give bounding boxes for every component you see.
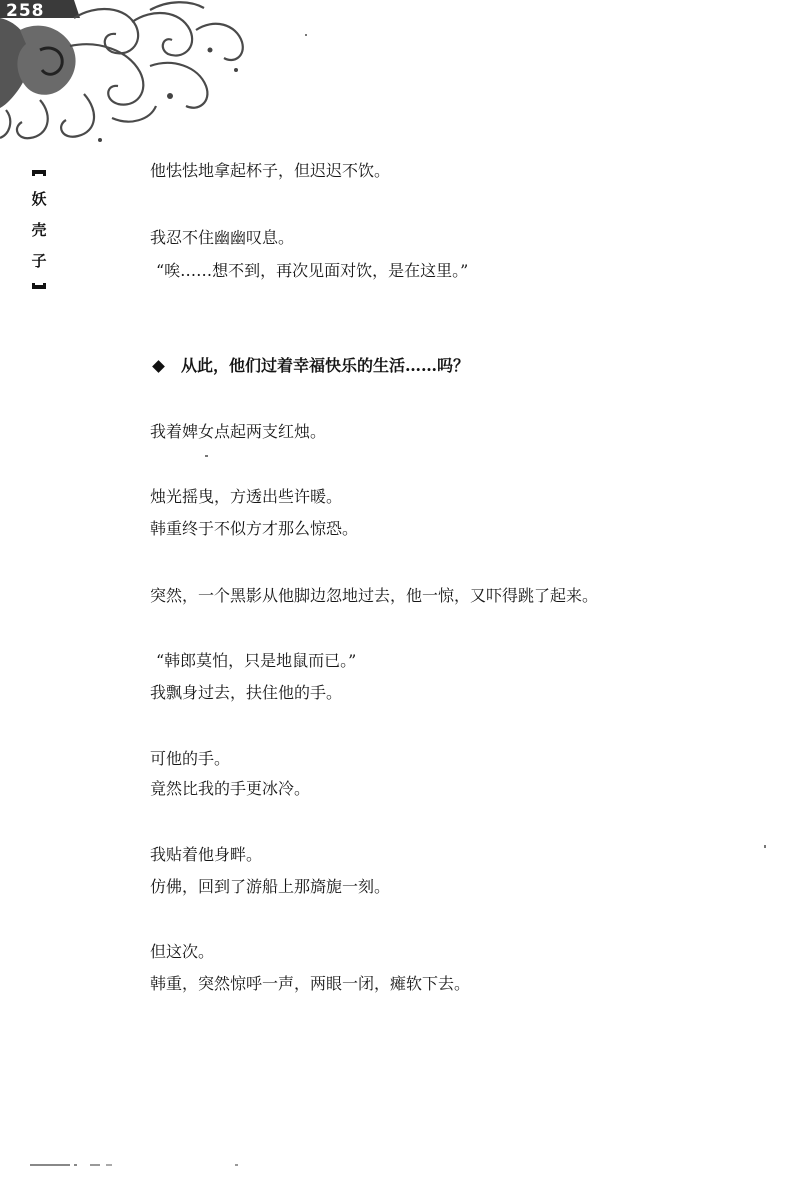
text-line: 韩重，突然惊呼一声，两眼一闭，瘫软下去。 [150,974,471,993]
footer-scan-marks [30,1162,260,1170]
text-line: “韩郎莫怕，只是地鼠而已。” [156,651,357,670]
text-line: 竟然比我的手更冰冷。 [150,779,311,798]
section-heading [150,356,469,376]
text-line: 我飘身过去，扶住他的手。 [150,683,343,702]
text-line: “唉……想不到，再次见面对饮，是在这里。” [156,261,469,280]
scan-speck [305,34,307,36]
text-line: 我着婢女点起两支红烛。 [150,422,327,441]
text-line: 韩重终于不似方才那么惊恐。 [150,519,359,538]
diamond-bullet-icon [152,360,165,373]
text-line: 突然，一个黑影从他脚边忽地过去，他一惊，又吓得跳了起来。 [150,586,599,605]
text-line: 仿佛，回到了游船上那旖旎一刻。 [150,877,391,896]
text-line: 我忍不住幽幽叹息。 [150,228,295,247]
bracket-top [32,170,46,176]
scan-speck [205,455,208,457]
text-line: 可他的手。 [150,749,231,768]
section-heading-text: 从此，他们过着幸福快乐的生活……吗？ [181,356,470,375]
bracket-bottom [32,283,46,289]
side-title-char: 壳 [31,221,47,239]
text-line: 他怯怯地拿起杯子，但迟迟不饮。 [150,161,391,180]
scan-speck [764,845,766,848]
side-book-title [28,170,50,289]
text-line: 烛光摇曳，方透出些许暖。 [150,487,343,506]
text-line: 我贴着他身畔。 [150,845,263,864]
side-title-char: 妖 [31,190,47,208]
swirl-ornament-icon [0,0,260,150]
text-line: 但这次。 [150,942,215,961]
side-title-char: 子 [31,252,47,270]
page-number: 258 [6,1,45,21]
